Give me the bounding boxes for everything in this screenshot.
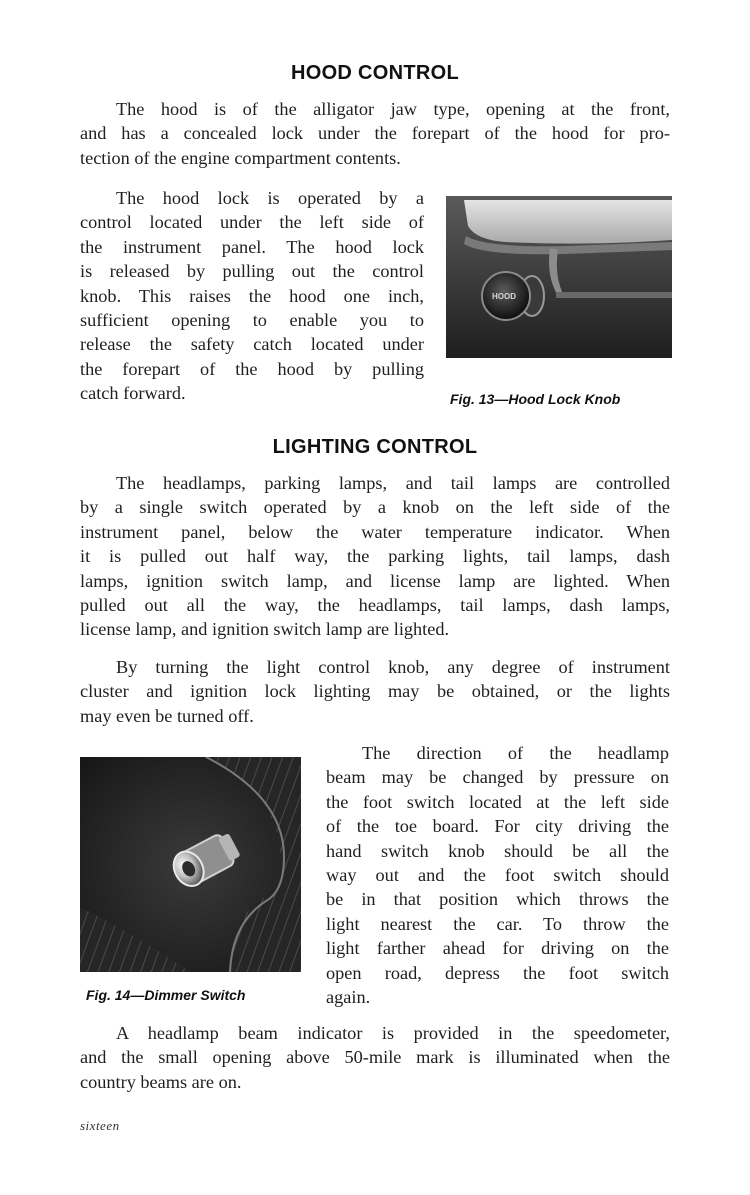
text-line: lamps, ignition switch lamp, and license lamp are lighted. When (80, 570, 670, 591)
knob-label: HOOD (492, 292, 516, 301)
text-line: By turning the light control knob, any degree of instrument (116, 657, 670, 677)
text-line: The hood is of the alligator jaw type, opening at the front, (116, 99, 670, 119)
text-line: may even be turned off. (80, 705, 254, 726)
text-line: The hood lock is operated by a (116, 188, 424, 208)
text-line: control located under the left side of (80, 212, 424, 233)
beam-indicator-paragraph (80, 1021, 670, 1094)
text-line: way out and the foot switch should (326, 865, 669, 886)
text-line: The headlamps, parking lamps, and tail lamps are controlled (116, 473, 670, 493)
text-line: tection of the engine compartment contents. (80, 147, 401, 168)
figure-14-caption: Fig. 14—Dimmer Switch (86, 987, 246, 1003)
text-line: instrument panel, below the water temperature indicator. When (80, 521, 670, 542)
text-line: A headlamp beam indicator is provided in the speedometer, (116, 1023, 670, 1043)
text-line: light farther ahead for driving on the (326, 938, 669, 959)
text-line: sufficient opening to enable you to (80, 310, 424, 331)
text-line: catch forward. (80, 383, 186, 404)
text-line: beam may be changed by pressure on (326, 767, 669, 788)
text-line: light nearest the car. To throw the (326, 913, 669, 934)
dimmer-switch-photo (80, 757, 301, 972)
hood-intro-paragraph (80, 97, 670, 170)
text-line: the foot switch located at the left side (326, 791, 669, 812)
hood-control-heading: HOOD CONTROL (290, 62, 460, 84)
figure-13-caption: Fig. 13—Hood Lock Knob (450, 391, 621, 407)
dimmer-paragraph (326, 741, 669, 1009)
text-line: again. (326, 987, 371, 1008)
text-line: it is pulled out half way, the parking lights, tail lamps, dash (80, 546, 670, 567)
text-line: hand switch knob should be all the (326, 840, 669, 861)
dimmer-switch-illustration (80, 757, 301, 972)
light-knob-paragraph (80, 655, 670, 728)
hood-lock-knob-photo (446, 196, 672, 358)
text-line: release the safety catch located under (80, 334, 424, 355)
text-line: country beams are on. (80, 1071, 242, 1092)
text-line: cluster and ignition lock lighting may be obtained, or the lights (80, 681, 670, 702)
page-number: sixteen (80, 1118, 120, 1133)
text-line: by a single switch operated by a knob on the left side of the (80, 497, 670, 518)
text-line: the instrument panel. The hood lock (80, 236, 424, 257)
text-line: of the toe board. For city driving the (326, 816, 669, 837)
text-line: and has a concealed lock under the forepart of the hood for pro- (80, 123, 670, 144)
text-line: The direction of the headlamp (362, 743, 669, 763)
text-line: knob. This raises the hood one inch, (80, 285, 424, 306)
lighting-switch-paragraph (80, 471, 670, 642)
text-line: the forepart of the hood by pulling (80, 358, 424, 379)
hood-lock-knob-illustration (446, 196, 672, 358)
text-line: pulled out all the way, the headlamps, tail lamps, dash lamps, (80, 595, 670, 616)
text-line: and the small opening above 50-mile mark is illuminated when the (80, 1047, 670, 1068)
hood-lock-paragraph (80, 186, 424, 406)
text-line: open road, depress the foot switch (326, 962, 669, 983)
text-line: license lamp, and ignition switch lamp are lighted. (80, 619, 450, 640)
text-line: is released by pulling out the control (80, 261, 424, 282)
text-line: be in that position which throws the (326, 889, 669, 910)
lighting-control-heading: LIGHTING CONTROL (272, 436, 478, 458)
